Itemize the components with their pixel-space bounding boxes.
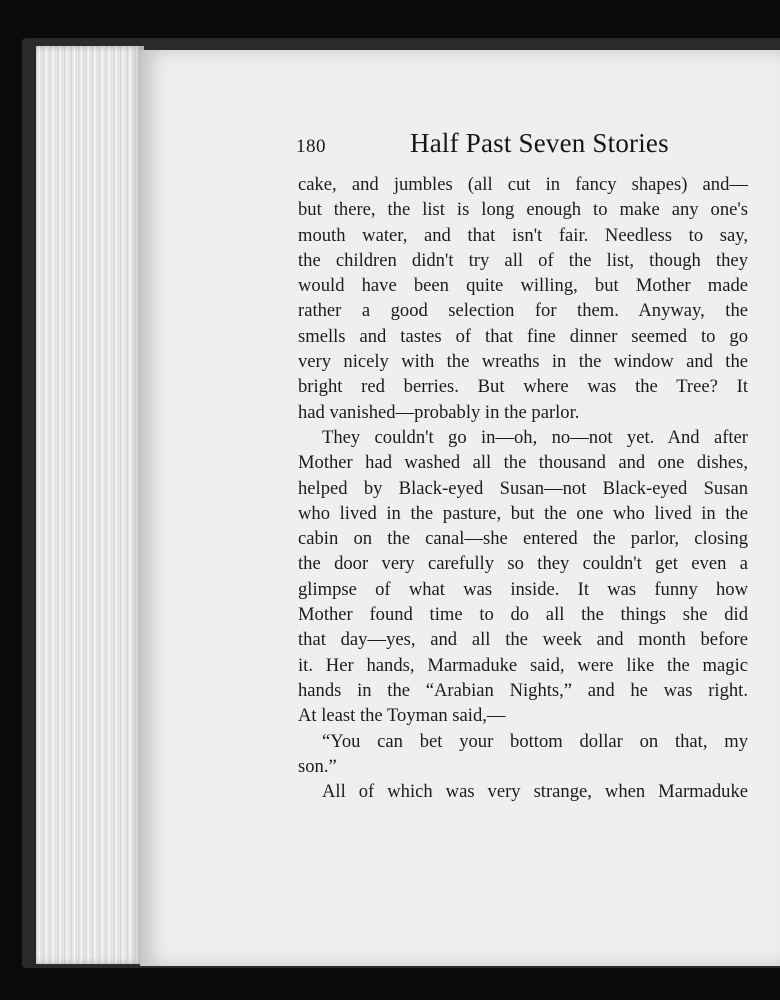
body-text xyxy=(298,172,748,804)
text-line: that day—yes, and all the week and month before xyxy=(298,629,748,651)
text-line: who lived in the pasture, but the one who lived in the xyxy=(298,502,748,524)
text-line: the children didn't try all of the list, though they xyxy=(298,249,748,271)
text-line: All of which was very strange, when Marmaduke xyxy=(322,781,748,803)
text-line: glimpse of what was inside. It was funny how xyxy=(298,578,748,600)
text-line: it. Her hands, Marmaduke said, were like the magic xyxy=(298,654,748,676)
running-head-title: Half Past Seven Stories xyxy=(410,128,669,158)
text-line: hands in the “Arabian Nights,” and he was right. xyxy=(298,679,748,701)
page-edges xyxy=(36,46,144,964)
text-line: but there, the list is long enough to make any one's xyxy=(298,199,748,221)
text-line: bright red berries. But where was the Tree? It xyxy=(298,376,748,398)
text-line: very nicely with the wreaths in the window and the xyxy=(298,351,748,373)
text-line: cake, and jumbles (all cut in fancy shapes) and— xyxy=(298,174,748,195)
text-line: At least the Toyman said,— xyxy=(298,705,506,727)
text-line: mouth water, and that isn't fair. Needless to say, xyxy=(298,224,748,246)
text-line: son.” xyxy=(298,755,337,777)
text-line: helped by Black-eyed Susan—not Black-eyed Susan xyxy=(298,477,748,499)
text-line: Mother had washed all the thousand and one dishes, xyxy=(298,452,748,474)
text-line: cabin on the canal—she entered the parlor, closing xyxy=(298,528,748,550)
text-line: They couldn't go in—oh, no—not yet. And after xyxy=(322,426,748,448)
text-line: Mother found time to do all the things she did xyxy=(298,604,748,626)
text-line: would have been quite willing, but Mother made xyxy=(298,275,748,297)
text-line: rather a good selection for them. Anyway, the xyxy=(298,300,748,322)
text-line: “You can bet your bottom dollar on that, my xyxy=(322,730,748,752)
text-line: had vanished—probably in the parlor. xyxy=(298,401,580,423)
page-number: 180 xyxy=(296,136,326,157)
text-line: the door very carefully so they couldn't get even a xyxy=(298,553,748,575)
text-line: smells and tastes of that fine dinner seemed to go xyxy=(298,325,748,347)
